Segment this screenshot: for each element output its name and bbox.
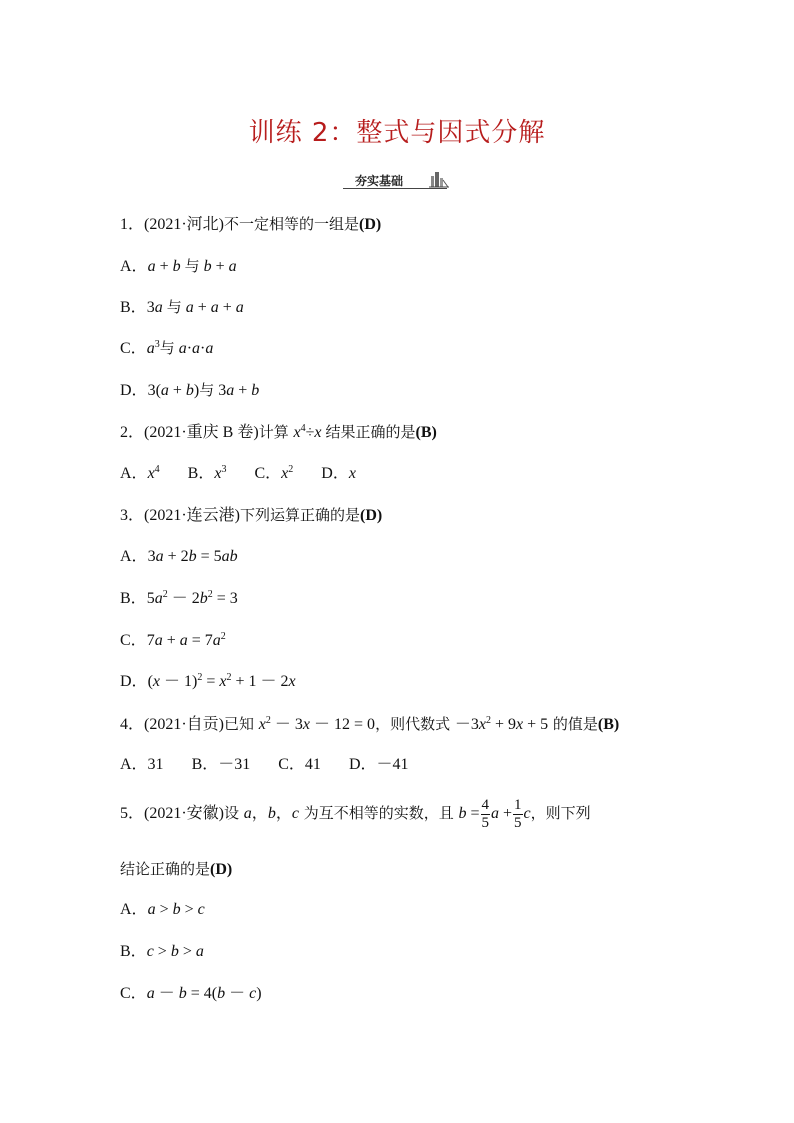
q5-option-a: A．a > b > c — [120, 901, 205, 918]
option-letter: D． — [321, 465, 349, 482]
page-title: 训练 2：整式与因式分解 — [248, 118, 546, 148]
q4-text-post: 的值是 — [548, 715, 598, 733]
q4-answer: (B) — [597, 716, 620, 733]
q4-source: (2021·自贡) — [144, 716, 225, 733]
option-letter: A． — [120, 465, 148, 482]
q5-text-post: ，则下列 — [530, 804, 591, 822]
option-letter: C． — [120, 340, 147, 357]
option-letter: B． — [120, 299, 147, 316]
q4-option-c: C．41 — [278, 756, 321, 773]
q4-text: 已知 — [224, 715, 259, 733]
q2-answer: (B) — [415, 424, 437, 441]
q4-number: 4． — [120, 716, 145, 733]
q2-options: A．$x^4$ B．$x^3$ C．$x^2$ D．x — [120, 464, 356, 482]
section-underline — [343, 188, 447, 189]
option-letter: C． — [120, 985, 147, 1002]
q1-option-b: B．3a 与 a + a + a — [120, 298, 244, 316]
option-letter: B． — [120, 590, 147, 607]
option-letter: A． — [120, 548, 148, 565]
q2-stem: 2．(2021·重庆 B 卷)计算 $x^4\div x$ 结果正确的是(B) — [120, 423, 437, 441]
q5-option-c: C．a － b = 4(b － c) — [120, 985, 262, 1002]
q5-answer: (D) — [210, 861, 233, 878]
q1-source: (2021·河北) — [144, 216, 225, 233]
q4-options — [120, 755, 409, 775]
q4-text-mid: ，则代数式 — [375, 715, 455, 733]
q2-text: 计算 — [258, 423, 294, 441]
option-letter: A． — [120, 901, 148, 918]
q3-option-d: D．$(x - 1)^2 = x^2 + 1 - 2x$ — [120, 672, 296, 690]
q2-source: (2021·重庆 B 卷) — [144, 424, 259, 441]
fraction-four-fifths: $\frac{4}{5}$ — [481, 796, 490, 831]
q5-text: 设 — [224, 804, 244, 822]
q3-answer: (D) — [360, 507, 383, 524]
q1-option-c: C．$a^3$与 a·a·a — [120, 339, 214, 357]
q3-stem — [120, 505, 382, 526]
q1-text: 不一定相等的一组是 — [224, 215, 360, 233]
q1-option-d: D．3(a + b)与 3a + b — [120, 381, 260, 399]
q3-option-c: C．$7a + a = 7a^2$ — [120, 631, 226, 649]
q4-option-d: D．－41 — [348, 756, 409, 773]
option-letter: B． — [120, 943, 147, 960]
q5-text-line2: 结论正确的是 — [120, 860, 211, 878]
q3-number: 3． — [120, 507, 145, 524]
section-header — [343, 170, 453, 192]
option-letter: D． — [120, 673, 148, 690]
q3-source: (2021·连云港) — [144, 507, 241, 524]
q3-option-b: B．$5a^2 - 2b^2 = 3$ — [120, 589, 238, 607]
q4-option-a: A．31 — [120, 756, 164, 773]
q1-option-a: A．a + b 与 b + a — [120, 257, 237, 275]
q3-option-a: A．3a + 2b = 5ab — [120, 548, 238, 565]
option-letter: A． — [120, 258, 148, 275]
q5-number: 5． — [120, 805, 145, 822]
q2-number: 2． — [120, 424, 145, 441]
fraction-one-fifth: $\frac{1}{5}$ — [514, 796, 522, 831]
q3-text: 下列运算正确的是 — [240, 506, 361, 524]
option-letter: C． — [254, 465, 282, 482]
building-icon — [429, 170, 449, 188]
option-letter: D． — [120, 382, 148, 399]
option-letter: B． — [187, 465, 215, 482]
q2-text-post: 结果正确的是 — [325, 423, 416, 441]
q1-answer: (D) — [359, 216, 382, 233]
q1-number: 1． — [120, 216, 145, 233]
q5-text-mid: 为互不相等的实数，且 — [298, 804, 459, 822]
option-letter: C． — [120, 632, 147, 649]
section-label: 夯实基础 — [355, 174, 404, 188]
q5-source: (2021·安徽) — [144, 805, 225, 822]
q5-stem-line2 — [120, 859, 232, 880]
q4-option-b: B．－31 — [191, 756, 251, 773]
q1-stem — [120, 214, 381, 235]
q5-stem: 5．(2021·安徽)设 a，b，c 为互不相等的实数，且 b = $\frac{4}{5}$ a + $\frac{1}{5}$ c，则下列 — [120, 796, 591, 831]
q5-option-b: B．c > b > a — [120, 943, 204, 960]
q4-stem: 4．(2021·自贡)已知 $x^2 - 3x - 12 = 0$，则代数式 $-3x^2 + 9x + 5$ 的值是(B) — [120, 715, 620, 733]
